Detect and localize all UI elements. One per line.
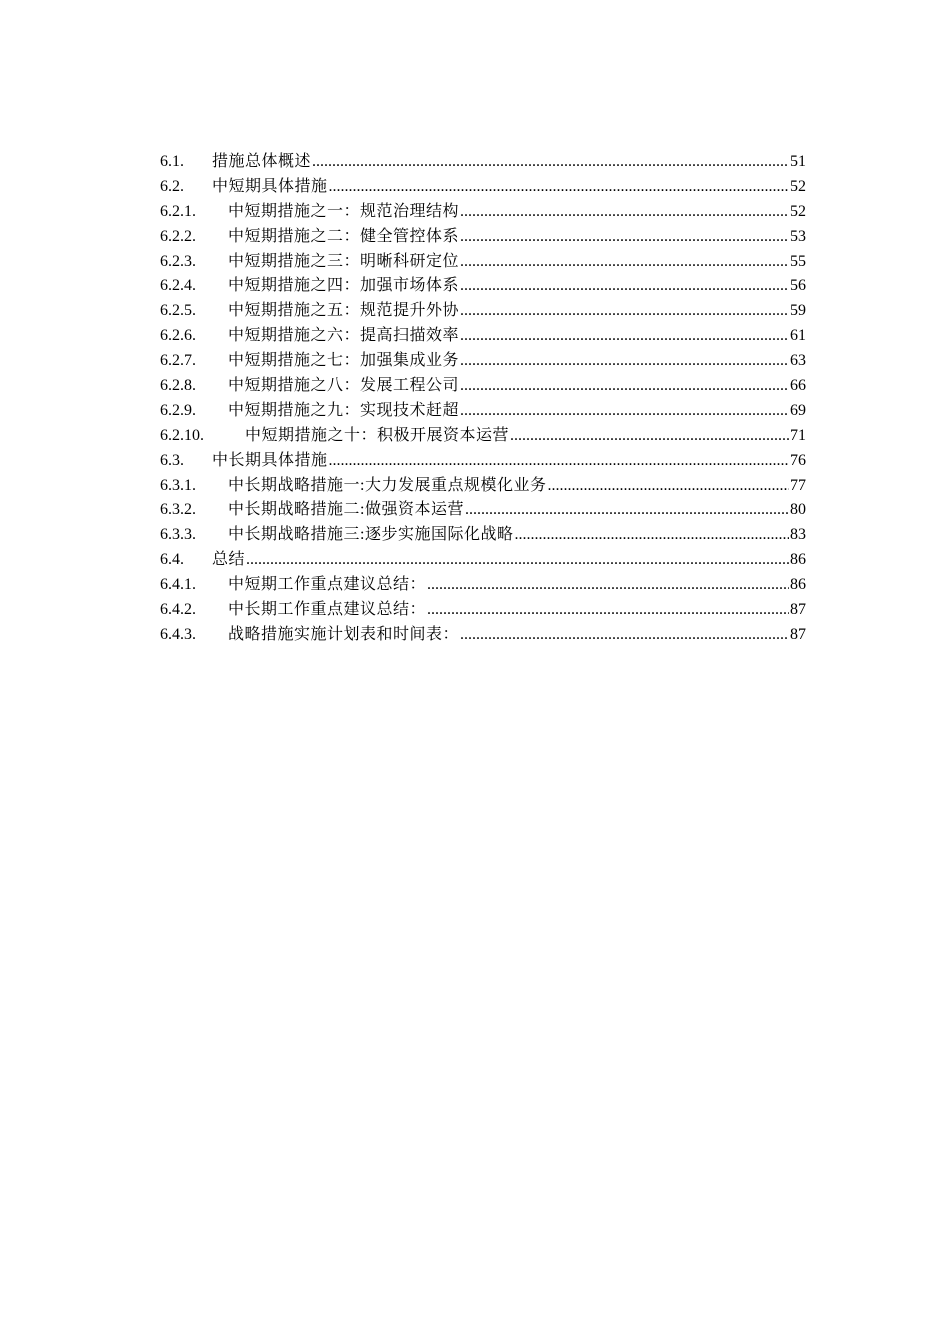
toc-entry-page-number: 66 [790, 377, 806, 395]
toc-entry[interactable] [160, 523, 806, 548]
toc-entry-page-number: 86 [790, 576, 806, 594]
toc-entry-number: 6.2.8. [160, 377, 196, 395]
toc-entry[interactable] [160, 349, 806, 374]
toc-entry[interactable] [160, 449, 806, 474]
toc-dot-leader [329, 449, 789, 474]
toc-entry[interactable] [160, 399, 806, 424]
toc-dot-leader [460, 349, 789, 374]
toc-entry[interactable] [160, 623, 806, 648]
table-of-contents [160, 150, 806, 648]
toc-entry-page-number: 52 [790, 177, 806, 195]
toc-dot-leader [427, 573, 789, 598]
toc-dot-leader [460, 200, 789, 225]
toc-dot-leader [460, 225, 789, 250]
toc-entry[interactable] [160, 150, 806, 175]
toc-entry-number: 6.3.1. [160, 476, 196, 494]
toc-entry-page-number: 61 [790, 327, 806, 345]
toc-entry-title: 中短期措施之九：实现技术赶超 [228, 401, 460, 419]
toc-entry-number: 6.1. [160, 153, 184, 170]
toc-entry-title: 中短期具体措施 [212, 177, 328, 195]
toc-entry-title: 总结 [212, 551, 246, 569]
toc-dot-leader [460, 250, 789, 275]
toc-entry-number: 6.2.2. [160, 227, 196, 245]
toc-entry-number: 6.2.1. [160, 202, 196, 220]
toc-entry-page-number: 71 [790, 426, 806, 444]
toc-entry-page-number: 76 [790, 451, 806, 469]
toc-entry-title: 中短期措施之四：加强市场体系 [228, 277, 460, 295]
toc-dot-leader [460, 623, 789, 648]
toc-entry-title: 中短期措施之八：发展工程公司 [228, 377, 460, 395]
toc-entry-title: 中长期具体措施 [212, 451, 328, 469]
toc-entry-page-number: 69 [790, 401, 806, 419]
toc-entry-number: 6.4.1. [160, 576, 196, 594]
toc-dot-leader [427, 598, 789, 623]
toc-entry-page-number: 53 [790, 227, 806, 245]
toc-entry-title: 中短期措施之十：积极开展资本运营 [245, 426, 510, 444]
toc-entry-number: 6.2.5. [160, 302, 196, 320]
toc-entry-number: 6.4.2. [160, 601, 196, 619]
toc-entry[interactable] [160, 598, 806, 623]
toc-entry[interactable] [160, 374, 806, 399]
toc-entry-number: 6.3.3. [160, 526, 196, 544]
toc-entry-number: 6.4.3. [160, 625, 196, 643]
toc-entry-page-number: 63 [790, 352, 806, 370]
toc-entry-title: 中短期措施之七：加强集成业务 [228, 352, 460, 370]
toc-entry[interactable] [160, 324, 806, 349]
toc-entry-title: 中短期措施之六：提高扫描效率 [228, 327, 460, 345]
toc-entry-number: 6.2.3. [160, 252, 196, 270]
toc-entry-title: 中短期措施之一：规范治理结构 [228, 202, 460, 220]
toc-entry[interactable] [160, 548, 806, 573]
toc-entry[interactable] [160, 299, 806, 324]
toc-entry-number: 6.2.6. [160, 327, 196, 345]
toc-entry[interactable] [160, 225, 806, 250]
toc-entry-number: 6.3. [160, 451, 184, 469]
toc-entry-number: 6.2.4. [160, 277, 196, 295]
toc-entry-number: 6.2.7. [160, 352, 196, 370]
toc-entry-page-number: 80 [790, 501, 806, 519]
toc-entry-title: 中短期措施之五：规范提升外协 [228, 302, 460, 320]
toc-entry-number: 6.2.10. [160, 426, 204, 444]
toc-dot-leader [465, 498, 789, 523]
toc-entry-page-number: 86 [790, 551, 806, 569]
toc-dot-leader [329, 175, 789, 200]
toc-entry-title: 中短期措施之二：健全管控体系 [228, 227, 460, 245]
toc-entry[interactable] [160, 474, 806, 499]
toc-entry-page-number: 52 [790, 202, 806, 220]
toc-entry[interactable] [160, 498, 806, 523]
toc-entry-title: 中长期战略措施一:大力发展重点规模化业务 [228, 476, 547, 494]
toc-entry[interactable] [160, 424, 806, 449]
toc-dot-leader [312, 150, 789, 175]
toc-dot-leader [460, 324, 789, 349]
toc-entry-title: 中长期战略措施二:做强资本运营 [228, 501, 464, 519]
toc-entry-page-number: 87 [790, 601, 806, 619]
toc-dot-leader [460, 299, 789, 324]
toc-dot-leader [510, 424, 789, 449]
toc-entry[interactable] [160, 573, 806, 598]
toc-entry-page-number: 56 [790, 277, 806, 295]
toc-entry-number: 6.2. [160, 177, 184, 195]
toc-entry[interactable] [160, 250, 806, 275]
toc-entry-number: 6.3.2. [160, 501, 196, 519]
toc-entry-title: 中长期工作重点建议总结： [228, 601, 427, 619]
toc-entry-page-number: 77 [790, 476, 806, 494]
toc-entry-title: 中短期工作重点建议总结： [228, 576, 427, 594]
toc-entry[interactable] [160, 175, 806, 200]
toc-dot-leader [246, 548, 789, 573]
toc-entry-page-number: 87 [790, 625, 806, 643]
toc-dot-leader [547, 474, 789, 499]
toc-entry-page-number: 59 [790, 302, 806, 320]
toc-entry-number: 6.4. [160, 551, 184, 569]
toc-entry-title: 中长期战略措施三:逐步实施国际化战略 [228, 526, 514, 544]
toc-entry-page-number: 83 [790, 526, 806, 544]
toc-dot-leader [460, 399, 789, 424]
toc-dot-leader [460, 274, 789, 299]
toc-entry[interactable] [160, 274, 806, 299]
toc-dot-leader [460, 374, 789, 399]
toc-dot-leader [514, 523, 789, 548]
toc-entry-page-number: 55 [790, 252, 806, 270]
toc-entry-title: 中短期措施之三：明晰科研定位 [228, 252, 460, 270]
toc-entry[interactable] [160, 200, 806, 225]
toc-entry-page-number: 51 [790, 153, 806, 170]
toc-entry-title: 措施总体概述 [212, 153, 312, 170]
toc-entry-number: 6.2.9. [160, 401, 196, 419]
toc-entry-title: 战略措施实施计划表和时间表： [228, 625, 460, 643]
